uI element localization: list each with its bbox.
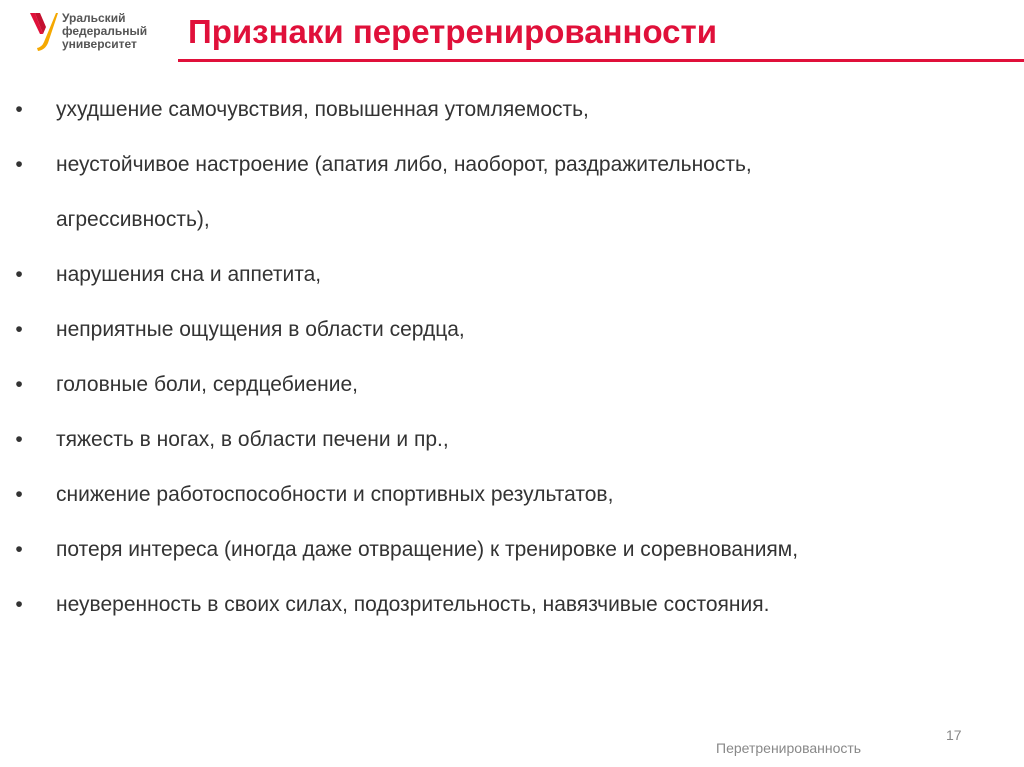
bullet-dot: • bbox=[15, 483, 23, 506]
bullet-dot: • bbox=[15, 318, 23, 341]
bullet-dot: • bbox=[15, 263, 23, 286]
bullet-text: неуверенность в своих силах, подозрительность, навязчивые состояния. bbox=[56, 593, 770, 616]
bullet-text: нарушения сна и аппетита, bbox=[56, 263, 322, 286]
urfu-logo-icon bbox=[28, 10, 58, 52]
logo-line-1: Уральский bbox=[62, 11, 126, 25]
bullet-text: ухудшение самочувствия, повышенная утомляемость, bbox=[56, 98, 589, 121]
bullet-dot: • bbox=[15, 593, 23, 616]
bullet-text: головные боли, сердцебиение, bbox=[56, 373, 358, 396]
bullet-item bbox=[12, 522, 1002, 577]
bullet-text: неустойчивое настроение (апатия либо, наоборот, раздражительность, bbox=[56, 153, 752, 176]
bullet-dot: • bbox=[15, 538, 23, 561]
bullet-dot: • bbox=[15, 373, 23, 396]
bullet-text: снижение работоспособности и спортивных результатов, bbox=[56, 483, 614, 506]
bullet-item bbox=[12, 302, 1002, 357]
page-number: 17 bbox=[946, 727, 962, 743]
logo-line-2: федеральный bbox=[62, 24, 148, 38]
bullet-item bbox=[12, 247, 1002, 302]
title-underline bbox=[178, 59, 1024, 62]
bullet-item bbox=[12, 357, 1002, 412]
bullet-dot: • bbox=[15, 153, 23, 176]
bullet-text: неприятные ощущения в области сердца, bbox=[56, 318, 465, 341]
bullet-item bbox=[12, 467, 1002, 522]
footer-text: Перетренированность bbox=[716, 740, 862, 756]
bullet-dot: • bbox=[15, 428, 23, 451]
bullet-list bbox=[12, 82, 1002, 632]
bullet-continuation bbox=[12, 192, 1002, 247]
university-logo bbox=[20, 8, 180, 56]
logo-text bbox=[62, 12, 147, 51]
bullet-text: тяжесть в ногах, в области печени и пр., bbox=[56, 428, 449, 451]
logo-line-3: университет bbox=[62, 37, 137, 51]
bullet-item bbox=[12, 412, 1002, 467]
bullet-dot: • bbox=[15, 98, 23, 121]
bullet-text: агрессивность), bbox=[56, 208, 210, 231]
bullet-item bbox=[12, 82, 1002, 137]
bullet-item bbox=[12, 577, 1002, 632]
bullet-text: потеря интереса (иногда даже отвращение) к тренировке и соревнованиям, bbox=[56, 538, 799, 561]
slide-title: Признаки перетренированности bbox=[188, 13, 717, 50]
bullet-item bbox=[12, 137, 1002, 192]
